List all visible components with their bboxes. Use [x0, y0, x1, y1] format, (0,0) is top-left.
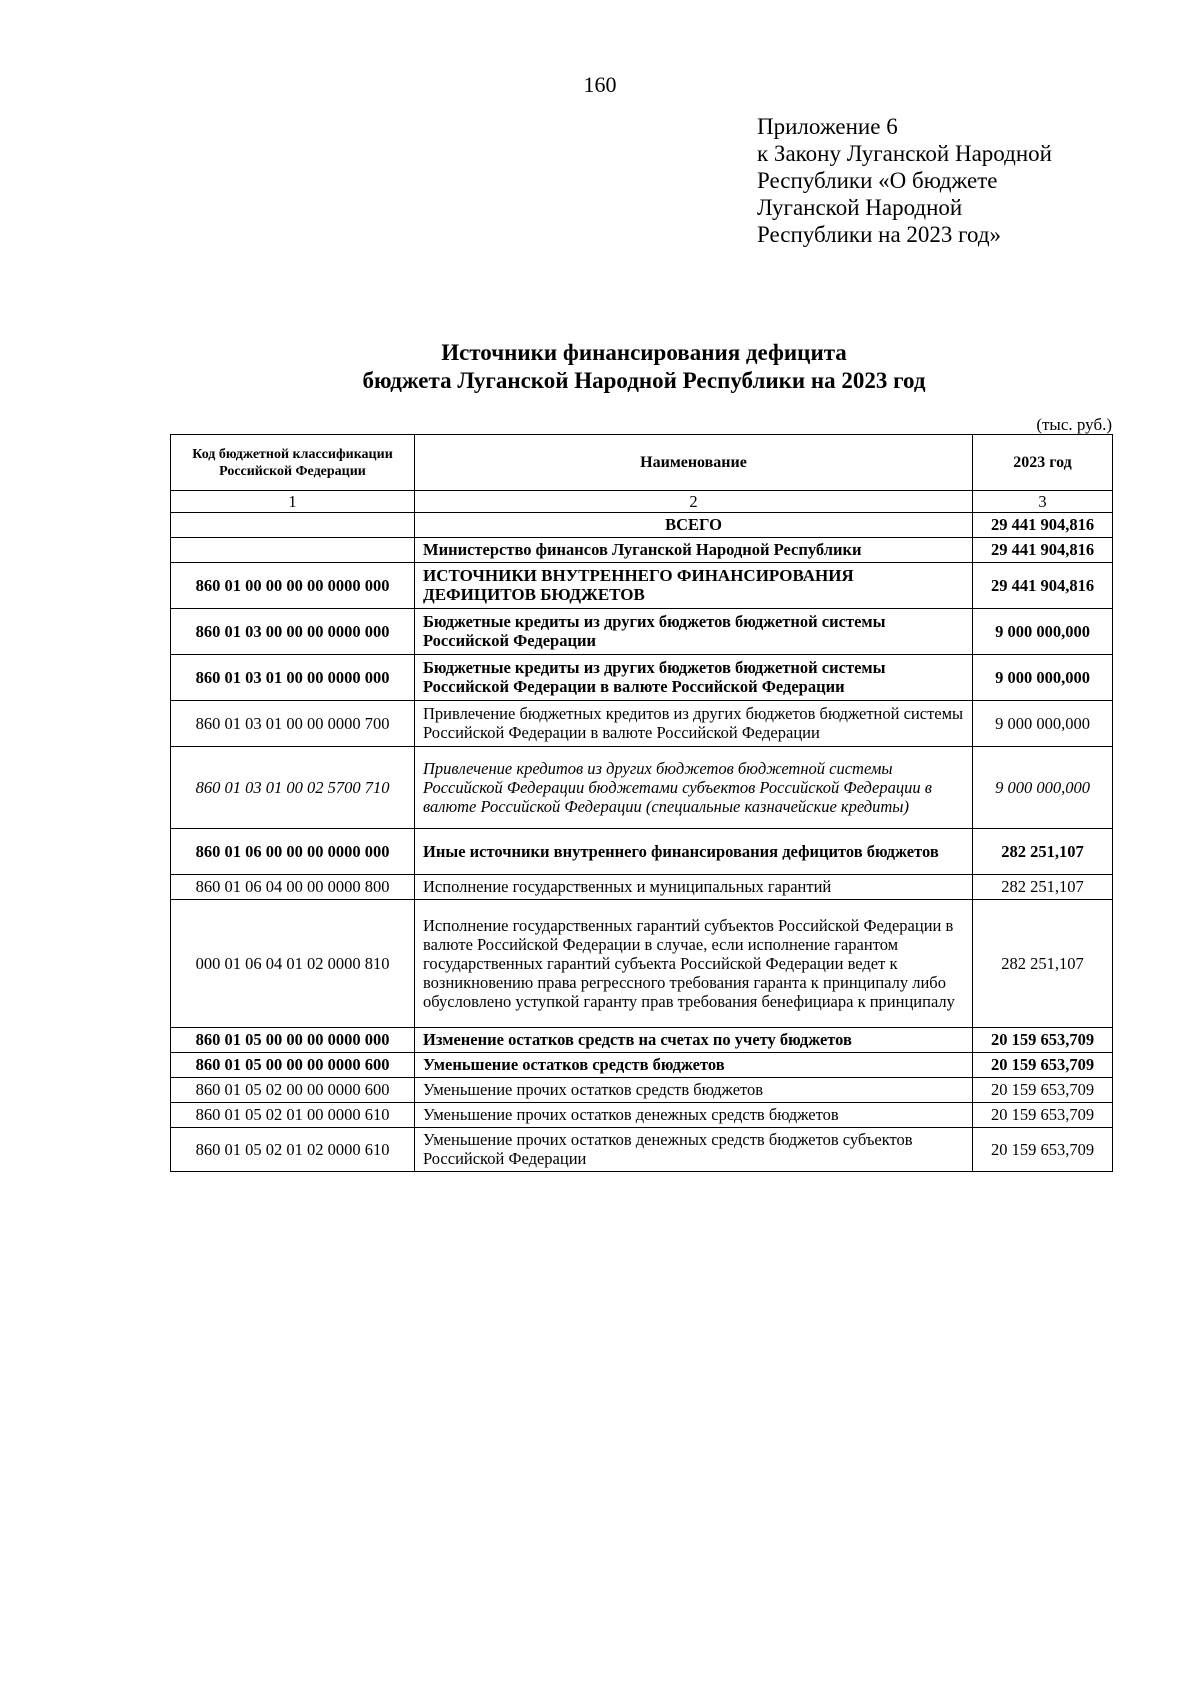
table-row [171, 747, 1113, 829]
cell-code: 860 01 03 00 00 00 0000 000 [171, 609, 415, 655]
cell-code: 000 01 06 04 01 02 0000 810 [171, 900, 415, 1028]
cell-value: 9 000 000,000 [973, 747, 1113, 829]
cell-value: 20 159 653,709 [973, 1128, 1113, 1172]
document-title [0, 339, 1200, 395]
document-title-line: Источники финансирования дефицита [441, 340, 847, 365]
cell-value: 20 159 653,709 [973, 1053, 1113, 1078]
header-name: Наименование [415, 435, 973, 491]
cell-name: Министерство финансов Луганской Народной Республики [415, 538, 973, 563]
cell-name: Бюджетные кредиты из других бюджетов бюджетной системы Российской Федерации в валюте Российской Федерации [415, 655, 973, 701]
cell-code: 860 01 03 01 00 02 5700 710 [171, 747, 415, 829]
cell-code: 860 01 03 01 00 00 0000 700 [171, 701, 415, 747]
cell-value: 282 251,107 [973, 900, 1113, 1028]
cell-name: ВСЕГО [415, 513, 973, 538]
cell-name: Уменьшение прочих остатков денежных средств бюджетов субъектов Российской Федерации [415, 1128, 973, 1172]
cell-value: 29 441 904,816 [973, 513, 1113, 538]
appendix-line: Республики на 2023 год» [757, 222, 1002, 247]
cell-code: 860 01 06 04 00 00 0000 800 [171, 875, 415, 900]
cell-code [171, 513, 415, 538]
table-row [171, 829, 1113, 875]
cell-code: 860 01 05 02 00 00 0000 600 [171, 1078, 415, 1103]
appendix-line: к Закону Луганской Народной [757, 141, 1052, 166]
cell-value: 282 251,107 [973, 875, 1113, 900]
cell-name: Уменьшение прочих остатков денежных средств бюджетов [415, 1103, 973, 1128]
cell-name: Иные источники внутреннего финансирования дефицитов бюджетов [415, 829, 973, 875]
table-row [171, 538, 1113, 563]
cell-value: 29 441 904,816 [973, 538, 1113, 563]
table-row [171, 1128, 1113, 1172]
cell-code: 860 01 05 02 01 00 0000 610 [171, 1103, 415, 1128]
cell-name: ИСТОЧНИКИ ВНУТРЕННЕГО ФИНАНСИРОВАНИЯ ДЕФИЦИТОВ БЮДЖЕТОВ [415, 563, 973, 609]
table-row [171, 701, 1113, 747]
cell-code: 860 01 03 01 00 00 0000 000 [171, 655, 415, 701]
cell-name: Уменьшение прочих остатков средств бюджетов [415, 1078, 973, 1103]
table-row [171, 1103, 1113, 1128]
cell-code: 860 01 06 00 00 00 0000 000 [171, 829, 415, 875]
page-number: 160 [583, 72, 617, 97]
appendix-line: Приложение 6 [757, 114, 898, 139]
cell-name: Уменьшение остатков средств бюджетов [415, 1053, 973, 1078]
table-row [171, 1028, 1113, 1053]
header-code: Код бюджетной классификации Российской Федерации [171, 435, 415, 491]
cell-value: 20 159 653,709 [973, 1028, 1113, 1053]
table-row [171, 875, 1113, 900]
cell-value: 9 000 000,000 [973, 655, 1113, 701]
header-year: 2023 год [973, 435, 1113, 491]
table-row [171, 1053, 1113, 1078]
table-header-row [171, 435, 1113, 491]
table-row [171, 1078, 1113, 1103]
cell-code: 860 01 05 02 01 02 0000 610 [171, 1128, 415, 1172]
column-number: 3 [973, 491, 1113, 513]
table-body [171, 513, 1113, 1172]
unit-note: (тыс. руб.) [1036, 415, 1112, 434]
table-row [171, 900, 1113, 1028]
table-row [171, 513, 1113, 538]
column-number-row [171, 491, 1113, 513]
cell-name: Исполнение государственных гарантий субъектов Российской Федерации в валюте Российской Федерации в случае, если исполнение гарантом государственных гарантий субъекта Российской Федерации ведет к возникновению права регрессного требования гаранта к принципалу либо обусловлено уступкой гаранту прав требования бенефициара к принципалу [415, 900, 973, 1028]
appendix-line: Республики «О бюджете [757, 168, 998, 193]
cell-name: Привлечение кредитов из других бюджетов бюджетной системы Российской Федерации бюджетами субъектов Российской Федерации в валюте Российской Федерации (специальные казначейские кредиты) [415, 747, 973, 829]
cell-name: Бюджетные кредиты из других бюджетов бюджетной системы Российской Федерации [415, 609, 973, 655]
cell-name: Привлечение бюджетных кредитов из других бюджетов бюджетной системы Российской Федерации в валюте Российской Федерации [415, 701, 973, 747]
column-number: 1 [171, 491, 415, 513]
cell-value: 9 000 000,000 [973, 609, 1113, 655]
table-row [171, 609, 1113, 655]
cell-code: 860 01 05 00 00 00 0000 000 [171, 1028, 415, 1053]
cell-value: 20 159 653,709 [973, 1103, 1113, 1128]
cell-name: Исполнение государственных и муниципальных гарантий [415, 875, 973, 900]
cell-value: 282 251,107 [973, 829, 1113, 875]
cell-value: 20 159 653,709 [973, 1078, 1113, 1103]
financing-sources-table [170, 434, 1113, 1172]
cell-code: 860 01 05 00 00 00 0000 600 [171, 1053, 415, 1078]
document-title-line: бюджета Луганской Народной Республики на 2023 год [362, 368, 926, 393]
table-row [171, 655, 1113, 701]
table-row [171, 563, 1113, 609]
cell-code [171, 538, 415, 563]
appendix-line: Луганской Народной [757, 195, 963, 220]
cell-code: 860 01 00 00 00 00 0000 000 [171, 563, 415, 609]
appendix-note [757, 113, 1052, 248]
column-number: 2 [415, 491, 973, 513]
cell-name: Изменение остатков средств на счетах по учету бюджетов [415, 1028, 973, 1053]
cell-value: 9 000 000,000 [973, 701, 1113, 747]
cell-value: 29 441 904,816 [973, 563, 1113, 609]
